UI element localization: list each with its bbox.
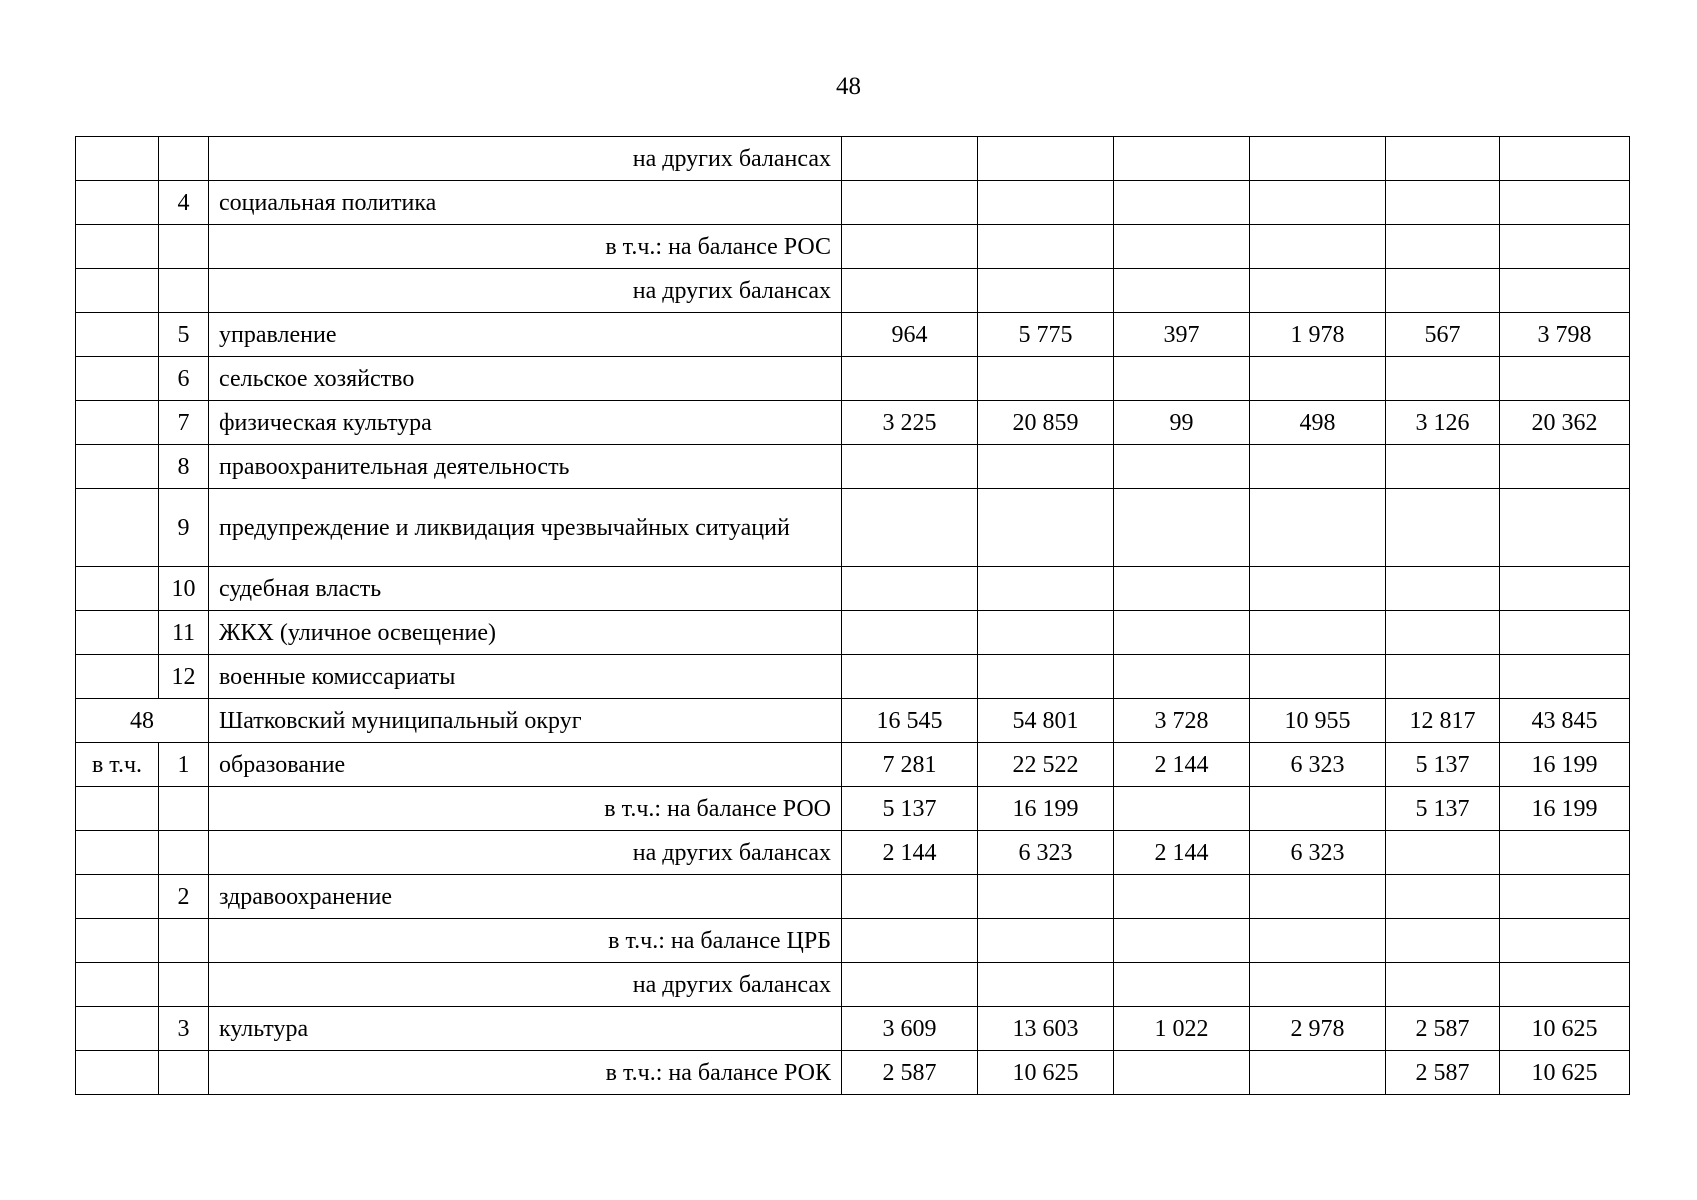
cell-value [1114, 269, 1250, 313]
table-row [76, 1007, 1630, 1051]
cell-number: 1 [159, 743, 209, 787]
page-number: 48 [836, 73, 861, 100]
cell-code [76, 875, 159, 919]
cell-code [76, 445, 159, 489]
cell-name: в т.ч.: на балансе ЦРБ [209, 919, 842, 963]
table-row [76, 269, 1630, 313]
cell-number: 7 [159, 401, 209, 445]
cell-value: 13 603 [978, 1007, 1114, 1051]
cell-value [1250, 567, 1386, 611]
table-row [76, 489, 1630, 567]
cell-code [76, 831, 159, 875]
cell-name: предупреждение и ликвидация чрезвычайных ситуаций [209, 489, 842, 567]
cell-value: 3 798 [1500, 313, 1630, 357]
cell-code [76, 225, 159, 269]
table-row [76, 699, 1630, 743]
cell-name: Шатковский муниципальный округ [209, 699, 842, 743]
cell-value [978, 137, 1114, 181]
cell-value: 5 137 [1386, 743, 1500, 787]
cell-value [1500, 181, 1630, 225]
cell-number: 9 [159, 489, 209, 567]
cell-value: 397 [1114, 313, 1250, 357]
cell-value [978, 225, 1114, 269]
cell-value: 2 144 [1114, 831, 1250, 875]
cell-value: 2 587 [842, 1051, 978, 1095]
cell-value: 6 323 [978, 831, 1114, 875]
cell-value [1250, 137, 1386, 181]
cell-value: 16 545 [842, 699, 978, 743]
cell-value: 3 728 [1114, 699, 1250, 743]
cell-value: 6 323 [1250, 743, 1386, 787]
cell-code [76, 137, 159, 181]
cell-value: 3 225 [842, 401, 978, 445]
cell-number [159, 787, 209, 831]
cell-value [842, 963, 978, 1007]
cell-code [76, 655, 159, 699]
cell-name: правоохранительная деятельность [209, 445, 842, 489]
cell-value [842, 489, 978, 567]
cell-value [1386, 269, 1500, 313]
cell-value [1386, 445, 1500, 489]
cell-value: 6 323 [1250, 831, 1386, 875]
cell-name: сельское хозяйство [209, 357, 842, 401]
cell-number [159, 919, 209, 963]
cell-value [842, 357, 978, 401]
cell-value [1114, 919, 1250, 963]
cell-value [842, 919, 978, 963]
cell-number: 3 [159, 1007, 209, 1051]
cell-value [1114, 875, 1250, 919]
table-row [76, 611, 1630, 655]
cell-value [1114, 1051, 1250, 1095]
cell-name: культура [209, 1007, 842, 1051]
cell-name: в т.ч.: на балансе РОО [209, 787, 842, 831]
cell-value [842, 181, 978, 225]
cell-value [1250, 875, 1386, 919]
cell-value: 567 [1386, 313, 1500, 357]
cell-value [978, 875, 1114, 919]
cell-value: 3 126 [1386, 401, 1500, 445]
cell-name: физическая культура [209, 401, 842, 445]
cell-value [978, 357, 1114, 401]
cell-number [159, 269, 209, 313]
cell-value [842, 567, 978, 611]
cell-value: 12 817 [1386, 699, 1500, 743]
cell-value [1250, 611, 1386, 655]
cell-value: 10 625 [1500, 1007, 1630, 1051]
cell-value: 5 137 [842, 787, 978, 831]
cell-code [76, 357, 159, 401]
cell-code [76, 567, 159, 611]
cell-code [76, 611, 159, 655]
cell-value [1386, 137, 1500, 181]
cell-value: 1 022 [1114, 1007, 1250, 1051]
cell-value: 498 [1250, 401, 1386, 445]
cell-number: 8 [159, 445, 209, 489]
cell-value: 10 955 [1250, 699, 1386, 743]
cell-value [1386, 655, 1500, 699]
cell-value [1250, 225, 1386, 269]
table-row [76, 401, 1630, 445]
cell-value: 1 978 [1250, 313, 1386, 357]
cell-value [978, 963, 1114, 1007]
cell-value [1250, 919, 1386, 963]
table-body [76, 137, 1630, 1095]
cell-value [1386, 567, 1500, 611]
cell-value [1250, 445, 1386, 489]
table-row [76, 225, 1630, 269]
cell-code: 48 [76, 699, 209, 743]
table-row [76, 313, 1630, 357]
cell-number: 2 [159, 875, 209, 919]
cell-value: 2 144 [842, 831, 978, 875]
cell-code [76, 181, 159, 225]
cell-code: в т.ч. [76, 743, 159, 787]
cell-value: 99 [1114, 401, 1250, 445]
cell-value [978, 445, 1114, 489]
cell-value: 16 199 [978, 787, 1114, 831]
cell-number: 10 [159, 567, 209, 611]
cell-value [1114, 489, 1250, 567]
cell-name: на других балансах [209, 137, 842, 181]
cell-value [1386, 963, 1500, 1007]
cell-value [842, 655, 978, 699]
cell-number [159, 225, 209, 269]
cell-number: 5 [159, 313, 209, 357]
cell-value [1250, 357, 1386, 401]
cell-value [1500, 567, 1630, 611]
table-row [76, 831, 1630, 875]
cell-value [1250, 269, 1386, 313]
cell-code [76, 1051, 159, 1095]
cell-value [1250, 181, 1386, 225]
cell-value: 20 859 [978, 401, 1114, 445]
table-row [76, 875, 1630, 919]
table-row [76, 181, 1630, 225]
table-row [76, 655, 1630, 699]
cell-value: 20 362 [1500, 401, 1630, 445]
cell-value: 5 775 [978, 313, 1114, 357]
cell-value: 2 978 [1250, 1007, 1386, 1051]
cell-value [1114, 963, 1250, 1007]
table-row [76, 357, 1630, 401]
table-row [76, 445, 1630, 489]
cell-value [842, 137, 978, 181]
cell-code [76, 489, 159, 567]
cell-value [978, 181, 1114, 225]
cell-value [978, 611, 1114, 655]
cell-value [1114, 225, 1250, 269]
cell-value [1114, 611, 1250, 655]
cell-value [1500, 137, 1630, 181]
cell-value: 43 845 [1500, 699, 1630, 743]
cell-value [1500, 269, 1630, 313]
cell-value [1386, 489, 1500, 567]
cell-value [1386, 181, 1500, 225]
cell-value [1250, 489, 1386, 567]
cell-value [1500, 611, 1630, 655]
cell-name: в т.ч.: на балансе РОК [209, 1051, 842, 1095]
cell-code [76, 963, 159, 1007]
cell-name: управление [209, 313, 842, 357]
cell-value [842, 225, 978, 269]
cell-name: здравоохранение [209, 875, 842, 919]
cell-value: 10 625 [1500, 1051, 1630, 1095]
cell-value [1114, 137, 1250, 181]
cell-value [1114, 655, 1250, 699]
cell-name: социальная политика [209, 181, 842, 225]
cell-value [1386, 611, 1500, 655]
data-table [75, 136, 1630, 1095]
cell-value [1114, 181, 1250, 225]
cell-code [76, 313, 159, 357]
cell-value [1250, 1051, 1386, 1095]
cell-value [1386, 357, 1500, 401]
cell-value: 2 144 [1114, 743, 1250, 787]
cell-value [978, 567, 1114, 611]
cell-value [1114, 787, 1250, 831]
cell-value: 7 281 [842, 743, 978, 787]
table-row [76, 1051, 1630, 1095]
cell-value [1386, 875, 1500, 919]
table-row [76, 137, 1630, 181]
cell-value [1114, 567, 1250, 611]
cell-value [1386, 831, 1500, 875]
cell-value [978, 655, 1114, 699]
cell-value [1114, 357, 1250, 401]
cell-value [1386, 225, 1500, 269]
cell-value [1250, 787, 1386, 831]
cell-value: 16 199 [1500, 787, 1630, 831]
table-row [76, 919, 1630, 963]
cell-value [1500, 963, 1630, 1007]
cell-name: на других балансах [209, 269, 842, 313]
cell-code [76, 787, 159, 831]
cell-number: 6 [159, 357, 209, 401]
cell-value [842, 611, 978, 655]
cell-value [1500, 357, 1630, 401]
cell-name: образование [209, 743, 842, 787]
cell-value [1500, 875, 1630, 919]
cell-name: на других балансах [209, 963, 842, 1007]
cell-name: военные комиссариаты [209, 655, 842, 699]
cell-name: в т.ч.: на балансе РОС [209, 225, 842, 269]
cell-value: 5 137 [1386, 787, 1500, 831]
cell-code [76, 919, 159, 963]
cell-code [76, 1007, 159, 1051]
cell-value [978, 919, 1114, 963]
cell-value [842, 269, 978, 313]
cell-value [1500, 919, 1630, 963]
cell-value [1386, 919, 1500, 963]
cell-number [159, 831, 209, 875]
cell-value: 964 [842, 313, 978, 357]
cell-name: на других балансах [209, 831, 842, 875]
cell-code [76, 269, 159, 313]
cell-value [1250, 655, 1386, 699]
cell-name: судебная власть [209, 567, 842, 611]
cell-value: 16 199 [1500, 743, 1630, 787]
cell-value [842, 445, 978, 489]
cell-number: 4 [159, 181, 209, 225]
cell-value [1500, 445, 1630, 489]
cell-value [1500, 225, 1630, 269]
cell-value: 2 587 [1386, 1007, 1500, 1051]
table-row [76, 963, 1630, 1007]
cell-value [978, 489, 1114, 567]
cell-value [1500, 489, 1630, 567]
cell-value: 2 587 [1386, 1051, 1500, 1095]
table-row [76, 567, 1630, 611]
cell-value [1500, 655, 1630, 699]
cell-value [1500, 831, 1630, 875]
cell-number [159, 963, 209, 1007]
cell-value: 54 801 [978, 699, 1114, 743]
cell-value: 10 625 [978, 1051, 1114, 1095]
cell-number [159, 1051, 209, 1095]
cell-name: ЖКХ (уличное освещение) [209, 611, 842, 655]
cell-value: 3 609 [842, 1007, 978, 1051]
table-row [76, 787, 1630, 831]
cell-value [1250, 963, 1386, 1007]
cell-number: 12 [159, 655, 209, 699]
cell-value [1114, 445, 1250, 489]
table-row [76, 743, 1630, 787]
cell-value: 22 522 [978, 743, 1114, 787]
cell-value [842, 875, 978, 919]
cell-number [159, 137, 209, 181]
cell-value [978, 269, 1114, 313]
cell-number: 11 [159, 611, 209, 655]
cell-code [76, 401, 159, 445]
